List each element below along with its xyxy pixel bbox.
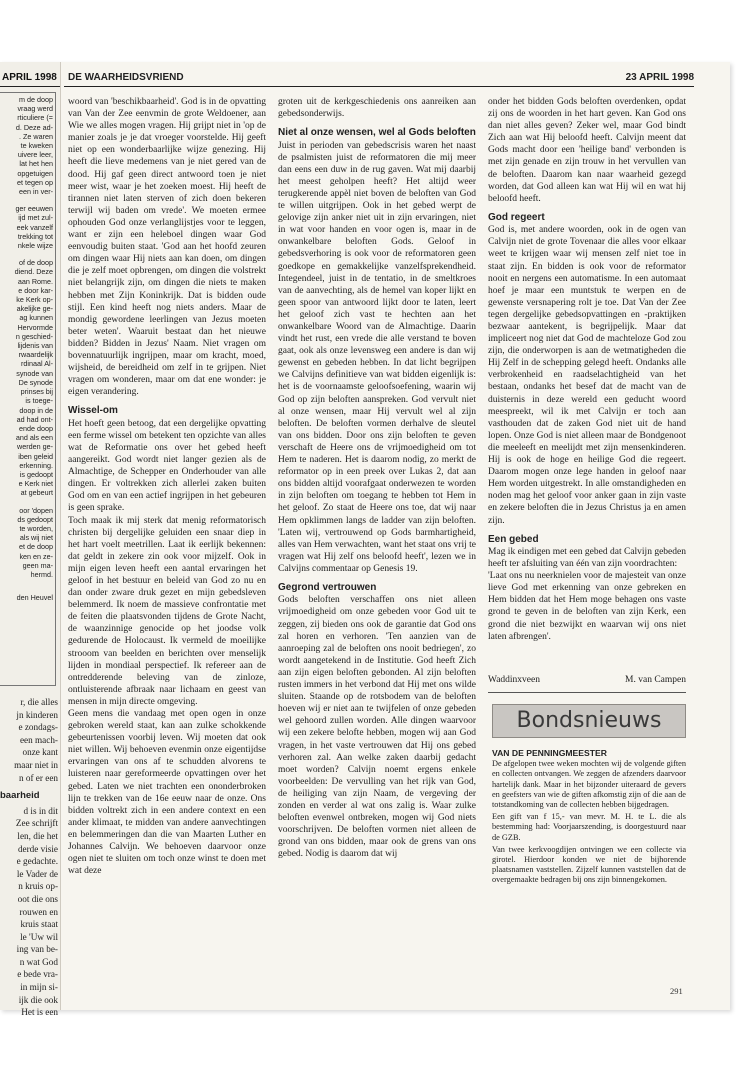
- strip-line: Het is een: [21, 1007, 58, 1018]
- strip-line: rouwen en: [19, 906, 58, 917]
- strip-line: r, die alles: [20, 697, 58, 707]
- strip-line: een mach-: [19, 734, 58, 745]
- strip-line: rticuliere (=: [17, 113, 53, 123]
- strip-line: erkenning.: [19, 460, 53, 470]
- strip-line: len, die het: [17, 830, 58, 841]
- paragraph: Een gift van f 15,- van mevr. M. H. te L. die als bestemming had: Voorjaarszending, is doorgestuurd naar de GZB.: [492, 812, 686, 842]
- strip-line: oor 'dopen: [19, 505, 53, 515]
- strip-line: le 'Uw wil: [20, 931, 58, 942]
- strip-line: als wij niet: [19, 533, 53, 543]
- strip-line: De synode: [18, 377, 53, 387]
- strip-line: maar niet in: [14, 759, 58, 770]
- strip-line: ad had ont-: [16, 414, 53, 424]
- strip-line: is toege-: [25, 396, 53, 406]
- subheading: Gegrond vertrouwen: [278, 581, 377, 593]
- issue-date: 23 APRIL 1998: [625, 72, 694, 83]
- paragraph: 'Laat ons nu neerknielen voor de majesteit van onze lieve God met erkenning van onze gebreken en Hem bidden dat het Hem moge behagen ons vaste grond te geven in de beloften van zijn Kerk, een grond die niet bezwijkt en waarvan wij ons niet laten afbrengen'.: [488, 571, 686, 642]
- strip-line: ag kunnen: [19, 313, 53, 323]
- strip-line: ger eeuwen: [15, 204, 53, 214]
- strip-lower-lines: [0, 696, 58, 784]
- strip-line: ende doop: [19, 423, 53, 433]
- strip-line: m de doop: [19, 95, 53, 104]
- strip-line: e door kar-: [18, 285, 53, 295]
- strip-line: trekking tot: [17, 231, 53, 241]
- previous-page-strip: [0, 62, 61, 1018]
- strip-line: ds gedoopt: [17, 514, 53, 524]
- strip-line: rdinaal Al-: [21, 359, 53, 369]
- strip-line: vraag werd: [17, 104, 53, 114]
- strip-line: oot die ons: [17, 893, 58, 904]
- strip-line: te worden,: [19, 523, 53, 533]
- strip-line: ken en ze-: [19, 551, 53, 561]
- strip-line: of de doop: [19, 258, 53, 268]
- strip-line: n geschied-: [15, 331, 53, 341]
- paragraph: Gods beloften verschaffen ons niet alleen vrijmoedigheid om onze gebeden voor God uit te zeggen, zij bieden ons ook de garantie dat God ons zal horen en verhoren. 'Ten aanzien van de aanroeping zal de beloften ons nooit bedriegen', zo wordt aangetekend in de Institutie. God heeft Zich aan zijn eigen beloften gebonden. Al zijn beloften rusten immers in het verbond dat Hij met ons wilde sluiten. Staande op de rotsbodem van de beloften hoeven wij er niet aan te twijfelen of onze gebeden wel gehoord zullen worden. Alle dingen waarvoor wij een zekere belofte hebben, mogen wij aan God vragen, in het vaste vertrouwen dat Hij ons gebed verhoren zal. Aan welke zaken daarbij gedacht moet worden? Calvijn noemt ergens enkele voorbeelden: De vervulling van het rijk van God, de heiliging van zijn Naam, de vergeving der zonden en verder al wat ons zalig is. Waar zulke beloften evenwel ontbreken, mogen wij God niets voorschrijven. De beloften vormen niet alleen de grond van ons bidden, maar ook de grens van ons gebed. Nodig is daarom dat wij: [278, 595, 476, 860]
- strip-line: hermd.: [30, 569, 53, 579]
- strip-line: aan Rome.: [17, 276, 53, 286]
- strip-box-signature: den Heuvel: [16, 593, 53, 603]
- strip-boxed-text: [0, 92, 56, 686]
- strip-line: prinses bij: [20, 387, 53, 397]
- paragraph: Geen mens die vandaag met open ogen in onze gebroken wereld staat, kan aan zulke schokkende gebeurtenissen voorbij leven. Wij moeten dat ook niet willen. Wij behoeven evenmin onze eigentijdse ervaringen van ons af te schudden alvorens te luisteren naar gereformeerde opvattingen over het gebed. Laten we niet trachten een ononderbroken lijn te trekken van de 16e eeuw naar de onze. Ons bidden voltrekt zich in een andere context en een ander klimaat, te midden van andere aanvechtingen en belemmeringen dan die van Maarten Luther en Johannes Calvijn. We behoeven daarvoor onze ogen niet te sluiten om toch onze winst te doen met wat deze: [68, 709, 266, 877]
- strip-line: uivere leer,: [17, 150, 53, 160]
- strip-line: d is in dit: [23, 805, 58, 816]
- strip-line: doop in de: [19, 405, 53, 415]
- bondsnieuws-heading: VAN DE PENNINGMEESTER: [492, 748, 607, 758]
- subheading: Een gebed: [488, 533, 539, 545]
- article-signoff: [488, 674, 686, 686]
- strip-line: n kruis op-: [18, 881, 58, 892]
- strip-line: onze kant: [22, 747, 58, 758]
- strip-line: opgetuigen: [17, 168, 53, 178]
- strip-line: rwaardelijk: [18, 350, 53, 360]
- strip-line: et tegen op: [17, 177, 53, 187]
- strip-line: lijdenis van: [17, 341, 53, 351]
- bondsnieuws-section: [492, 748, 686, 888]
- strip-line: n wat God: [19, 956, 58, 967]
- strip-line: jn kinderen: [16, 709, 58, 720]
- strip-line: akelijke ge-: [16, 304, 53, 314]
- strip-line: le Vader de: [16, 868, 58, 879]
- strip-line: eek vanzelf: [16, 222, 53, 232]
- strip-line: nkele wijze: [17, 241, 53, 251]
- strip-line: and als een: [15, 433, 53, 443]
- paragraph: Juist in perioden van gebedscrisis waren het naast de psalmisten juist de reformatoren die mij meer dan eens een duw in de rug gaven. Wat mij daarbij het meest geholpen heeft? Het altijd weer terugkerende appèl niet boven de beloften van God te willen uitgrijpen. Ook in het gebed werpt de gelovige zijn anker niet uit in zijn ervaringen, niet in wat voor handen en voor ogen is, maar in de onwankelbare beloften Gods. Geloof in gebedsverhoring is ook voor de reformatoren geen goedkope en gemakkelijke vanzelfsprekendheid. Integendeel, juist in de tentatio, in de smeltkroes van de aanvechting, als de hemel van koper lijkt en geen spoor van antwoord lijkt door te laten, leert het geloof zich vast te hechten aan het onwankelbare Woord van de Almachtige. Daarin vindt het rust, een vrede die alle verstand te boven gaat, ook als onze levensweg een andere is dan wij gewenst en gebeden hebben. In dat licht begrijpen we Calvijns definitieve van wat bidden eigenlijk is: het is de voornaamste geloofsoefening, waarin wij God op zijn beloften aanspreken. God vervult niet al onze wensen, maar Hij vervult wel al zijn beloften. De beloften vormen derhalve de sleutel van ons bidden. Door ons zijn beloften te geven verschaft de Heere ons de vrijmoedigheid om tot Hem te naderen. Het is daarom nodig, zo merkt de reformator op in een preek over Lukas 2, dat aan ons bidden altijd voorafgaat onderwezen te worden in zijn beloften om toegang te hebben tot Hem in het geloof. Zo staat de Heere ons toe, dat wij naar Hem opklimmen langs de ladder van zijn beloften. 'Laten wij, vertrouwend op Gods barmhartigheid, alles van Hem verwachten, want het staat ons vrij te vragen wat Hij zelf ons beloofd heeft', lezen we in Calvijns commentaar op Genesis 19.: [278, 140, 476, 574]
- masthead: DE WAARHEIDSVRIEND: [68, 72, 184, 83]
- paragraph: Mag ik eindigen met een gebed dat Calvijn gebeden heeft ter afsluiting van één van zijn voordrachten:: [488, 547, 686, 570]
- strip-line: is gedoopt: [19, 469, 53, 479]
- strip-line: [2, 196, 53, 204]
- paragraph: Van twee kerkvoogdijen ontvingen we een collecte via girotel. Hierdoor konden we niet de bijhorende plaatsnamen vaststellen. Zijzelf kunnen vaststellen dat de overgemaakte bedragen bij ons zijn binnengekomen.: [492, 844, 686, 885]
- strip-line: Hervormde: [17, 322, 53, 332]
- strip-line: te kweken: [20, 141, 53, 151]
- strip-line: e bede vra-: [17, 969, 58, 980]
- strip-line: [2, 250, 53, 258]
- strip-line: e gedachte.: [16, 856, 58, 867]
- article-column-1: [68, 96, 266, 1008]
- paragraph: onder het bidden Gods beloften overdenken, opdat zij ons de woorden in het hart geven. Kan God ons dan niet alles geven? Zeker wel, maar God bindt Zich aan wat Hij beloofd heeft. Calvijn meent dat Gods macht door een 'heilige band' verbonden is met zijn genade en zijn trouw in het vervullen van de beloften. Daarom kan naar waarheid gezegd worden, dat God alleen kan wat Hij wil en wat hij beloofd heeft.: [488, 97, 686, 204]
- strip-line: geen ma-: [22, 560, 53, 570]
- strip-line: d. Deze ad-: [15, 122, 53, 132]
- subheading: Wissel-om: [68, 405, 118, 417]
- strip-line: ke Kerk op-: [16, 295, 53, 305]
- strip-line: et de doop: [19, 542, 53, 552]
- strip-line: [2, 498, 53, 506]
- strip-line: n of er een: [18, 772, 58, 783]
- subheading: God regeert: [488, 211, 545, 223]
- strip-date: APRIL 1998: [2, 72, 57, 83]
- strip-line: derde visie: [17, 843, 58, 854]
- strip-line: diend. Deze: [14, 267, 53, 277]
- article-column-2: [278, 96, 476, 1008]
- strip-line: werden ge-: [17, 442, 53, 452]
- bondsnieuws-banner: Bondsnieuws: [492, 704, 686, 738]
- paragraph: groten uit de kerkgeschiedenis ons aanreiken aan gebedsonderwijs.: [278, 97, 476, 120]
- strip-lower-text: [0, 696, 58, 1019]
- signoff-rule: [488, 692, 686, 693]
- strip-line: e Kerk niet: [18, 479, 53, 489]
- strip-line: in mijn si-: [20, 982, 58, 993]
- strip-line: kruis staat: [20, 919, 58, 930]
- strip-line: Zee schrijft: [15, 818, 58, 829]
- paragraph: De afgelopen twee weken mochten wij de volgende giften en collecten ontvangen. We zeggen de afzenders daarvoor hartelijk dank. Maar in het bijzonder uiteraard de gevers en geefsters van wie de giften afkomstig zijn of die aan de totstandkoming van de collecten hebben bijgedragen.: [492, 759, 686, 810]
- strip-line: synode van: [16, 368, 53, 378]
- strip-line: e zondags-: [18, 722, 58, 733]
- signoff-place: Waddinxveen: [488, 675, 540, 685]
- paragraph: Toch maak ik mij sterk dat menig reformatorisch christen bij dergelijke geluiden een snaar diep in het hart voelt meetrillen. Laat ik eerlijk bekennen: dat geldt in zekere zin ook voor mijzelf. Ook in mijn eigen leven heeft een aantal ervaringen het geloof in het bestuur en beleid van God zo nu en dan onder zware druk gezet en mijn gebedsleven belemmerd. Ik noem de massieve confrontatie met de feiten die plaatsvonden tijdens de Grote Nacht, de waanzinnige genocide op het joodse volk gedurende de Holocaust. Ik vermeld de moeilijke strooom van beelden en berichten over menselijk lijden in mondiaal perspectief. Ik refereer aan de ontredderende beleving van de zinloze, ontluisterende afbraak naar lichaam en geest van mensen in mijn directe omgeving.: [68, 515, 266, 707]
- paragraph: Het hoeft geen betoog, dat een dergelijke opvatting een ferme wissel om betekent ten opzichte van alles wat de Reformatie ons over het gebed heeft aangereikt. God wordt niet langer gezien als de Almachtige, de Schepper en Onderhouder van alle dingen. Er voltrekken zich allerlei zaken buiten God om en van een actief ingrijpen in het gebeuren is geen sprake.: [68, 418, 266, 514]
- strip-heading: baarheid: [0, 790, 40, 802]
- paragraph: God is, met andere woorden, ook in de ogen van Calvijn niet de grote Tovenaar die alles voor elkaar weet te krijgen waar wij mensen zelf niet toe in staat zijn. En bidden is ook voor de reformator nooit en nergens een automatisme. In een automaat hoef je maar een muntstuk te werpen en de gewenste versnapering rolt je toe. Dat Van der Zee tegen dergelijke gebedsopvattingen en -praktijken bezwaar aantekent, is begrijpelijk. Maar dat impliceert nog niet dat God de machteloze God zou zijn, die onderworpen is aan de wetmatigheden die Hij Zelf in de schepping gelegd heeft. Ondanks alle verbrokenheid en raadselachtigheid van het bestaan, ondanks het besef dat de macht van de duisternis in deze wereld een geducht woord meespreekt, wil ik met Calvijn er toch aan vasthouden dat de zaken God niet uit de hand lopen. Onze God is niet alleen maar de Bondgenoot die meeleeft en meelijdt met zijn mensenkinderen. Hij is ook de hoge en heilige God die regeert. Daarom mogen onze lege handen in geloof naar Hem worden uitgestrekt. In alle omstandigheden en noden mag het geloof voor anker gaan in zijn vaste en zekere beloften die in Jezus Christus ja en amen zijn.: [488, 225, 686, 526]
- page-number: 291: [670, 986, 683, 996]
- strip-line: ijd met zul-: [18, 213, 53, 223]
- signoff-author: M. van Campen: [625, 675, 686, 685]
- strip-line: een in ver-: [19, 187, 53, 197]
- strip-box-lines: [2, 95, 53, 579]
- strip-line: . Ze waren: [19, 131, 53, 141]
- strip-rule: [0, 86, 60, 87]
- page-header: [64, 68, 694, 87]
- strip-line: ijk die ook: [18, 994, 58, 1005]
- strip-line: at gebeurt: [20, 488, 53, 498]
- strip-lower-lines-2: [0, 805, 58, 1019]
- paragraph: woord van 'beschikbaarheid'. God is in de opvatting van Van der Zee eenvmin de grote Weldoener, aan Wie we alles mogen vragen. Hij grijpt niet in 'op de manier zoals je je dat vroeger voorstelde. Hij geeft niet op een wonderbaarlijke wijze genezing. Hij heeft die lieve medemens van je niet gered van de dood. Hij gaf geen direct antwoord toen je niet meer wist, waar je het zoeken moest. Hij heeft de tirannen niet laten sterven of zich doen bekeren terwijl wij baden om vrede'. We moeten ermee ophouden God onze verlanglijstjes voor te leggen, want er zijn een heleboel dingen waar God eenvoudig buiten staat. 'God aan het hoofd zeuren om dingen waar Hij niets aan kan doen, om dingen die je zelf moet opbrengen, om dingen die volstrekt niet belangrijk zijn, om dingen die niets te maken hebben met Zijn Koninkrijk. Dat is bidden oude stijl. Een kind heeft nog niets anders. Maar de mondig gewordene leerlingen van Jezus moeten beter weten'. Waaruit bestaat dan het nieuwe bidden? Bidden in Jezus' Naam. Niet vragen om bovennatuurlijk ingrijpen, maar om kracht, moed, wijsheid, de bereidheid om zelf in te grijpen. Niet vragen om wonderen, maar om dat ene wonder: je eigen verandering.: [68, 97, 266, 398]
- strip-line: lat het hen: [19, 159, 53, 169]
- subheading: Niet al onze wensen, wel al Gods beloften: [278, 127, 476, 139]
- newspaper-page: [0, 62, 730, 1018]
- strip-line: iben geleid: [18, 451, 53, 461]
- strip-line: ing van be-: [16, 944, 58, 955]
